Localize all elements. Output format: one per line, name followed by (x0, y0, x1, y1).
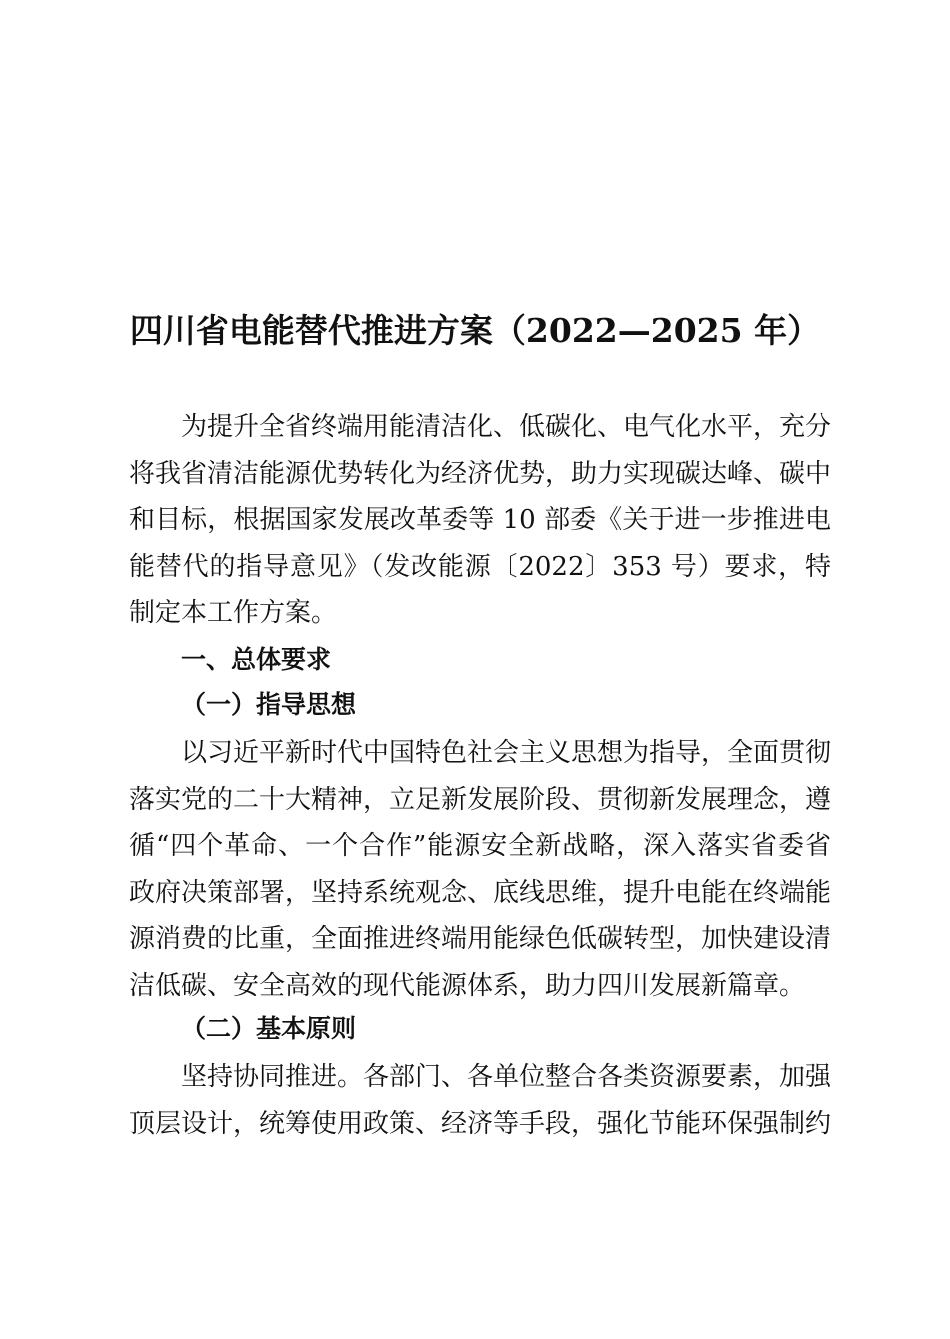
document-title: 四川省电能替代推进方案（2022—2025 年） (129, 311, 821, 350)
basic-principles-paragraph: 坚持协同推进。各部门、各单位整合各类资源要素，加强顶层设计，统筹使用政策、经济等手段，强化节能环保强制约 (129, 1062, 832, 1139)
subsection-heading-basic-principles: （二）基本原则 (181, 1014, 357, 1043)
intro-paragraph: 为提升全省终端用能清洁化、低碳化、电气化水平，充分将我省清洁能源优势转化为经济优势，助力实现碳达峰、碳中和目标，根据国家发展改革委等 10 部委《关于进一步推进电能替代的指导意见》（发改能源〔2022〕353 号）要求，特制定本工作方案。 (129, 412, 832, 628)
subsection-heading-guiding-ideology: （一）指导思想 (181, 690, 357, 719)
section-heading-general-requirements: 一、总体要求 (181, 645, 332, 674)
guiding-ideology-paragraph: 以习近平新时代中国特色社会主义思想为指导，全面贯彻落实党的二十大精神，立足新发展阶段、贯彻新发展理念，遵循“四个革命、一个合作”能源安全新战略，深入落实省委省政府决策部署，坚持系统观念、底线思维，提升电能在终端能源消费的比重，全面推进终端用能绿色低碳转型，加快建设清洁低碳、安全高效的现代能源体系，助力四川发展新篇章。 (129, 738, 832, 1001)
